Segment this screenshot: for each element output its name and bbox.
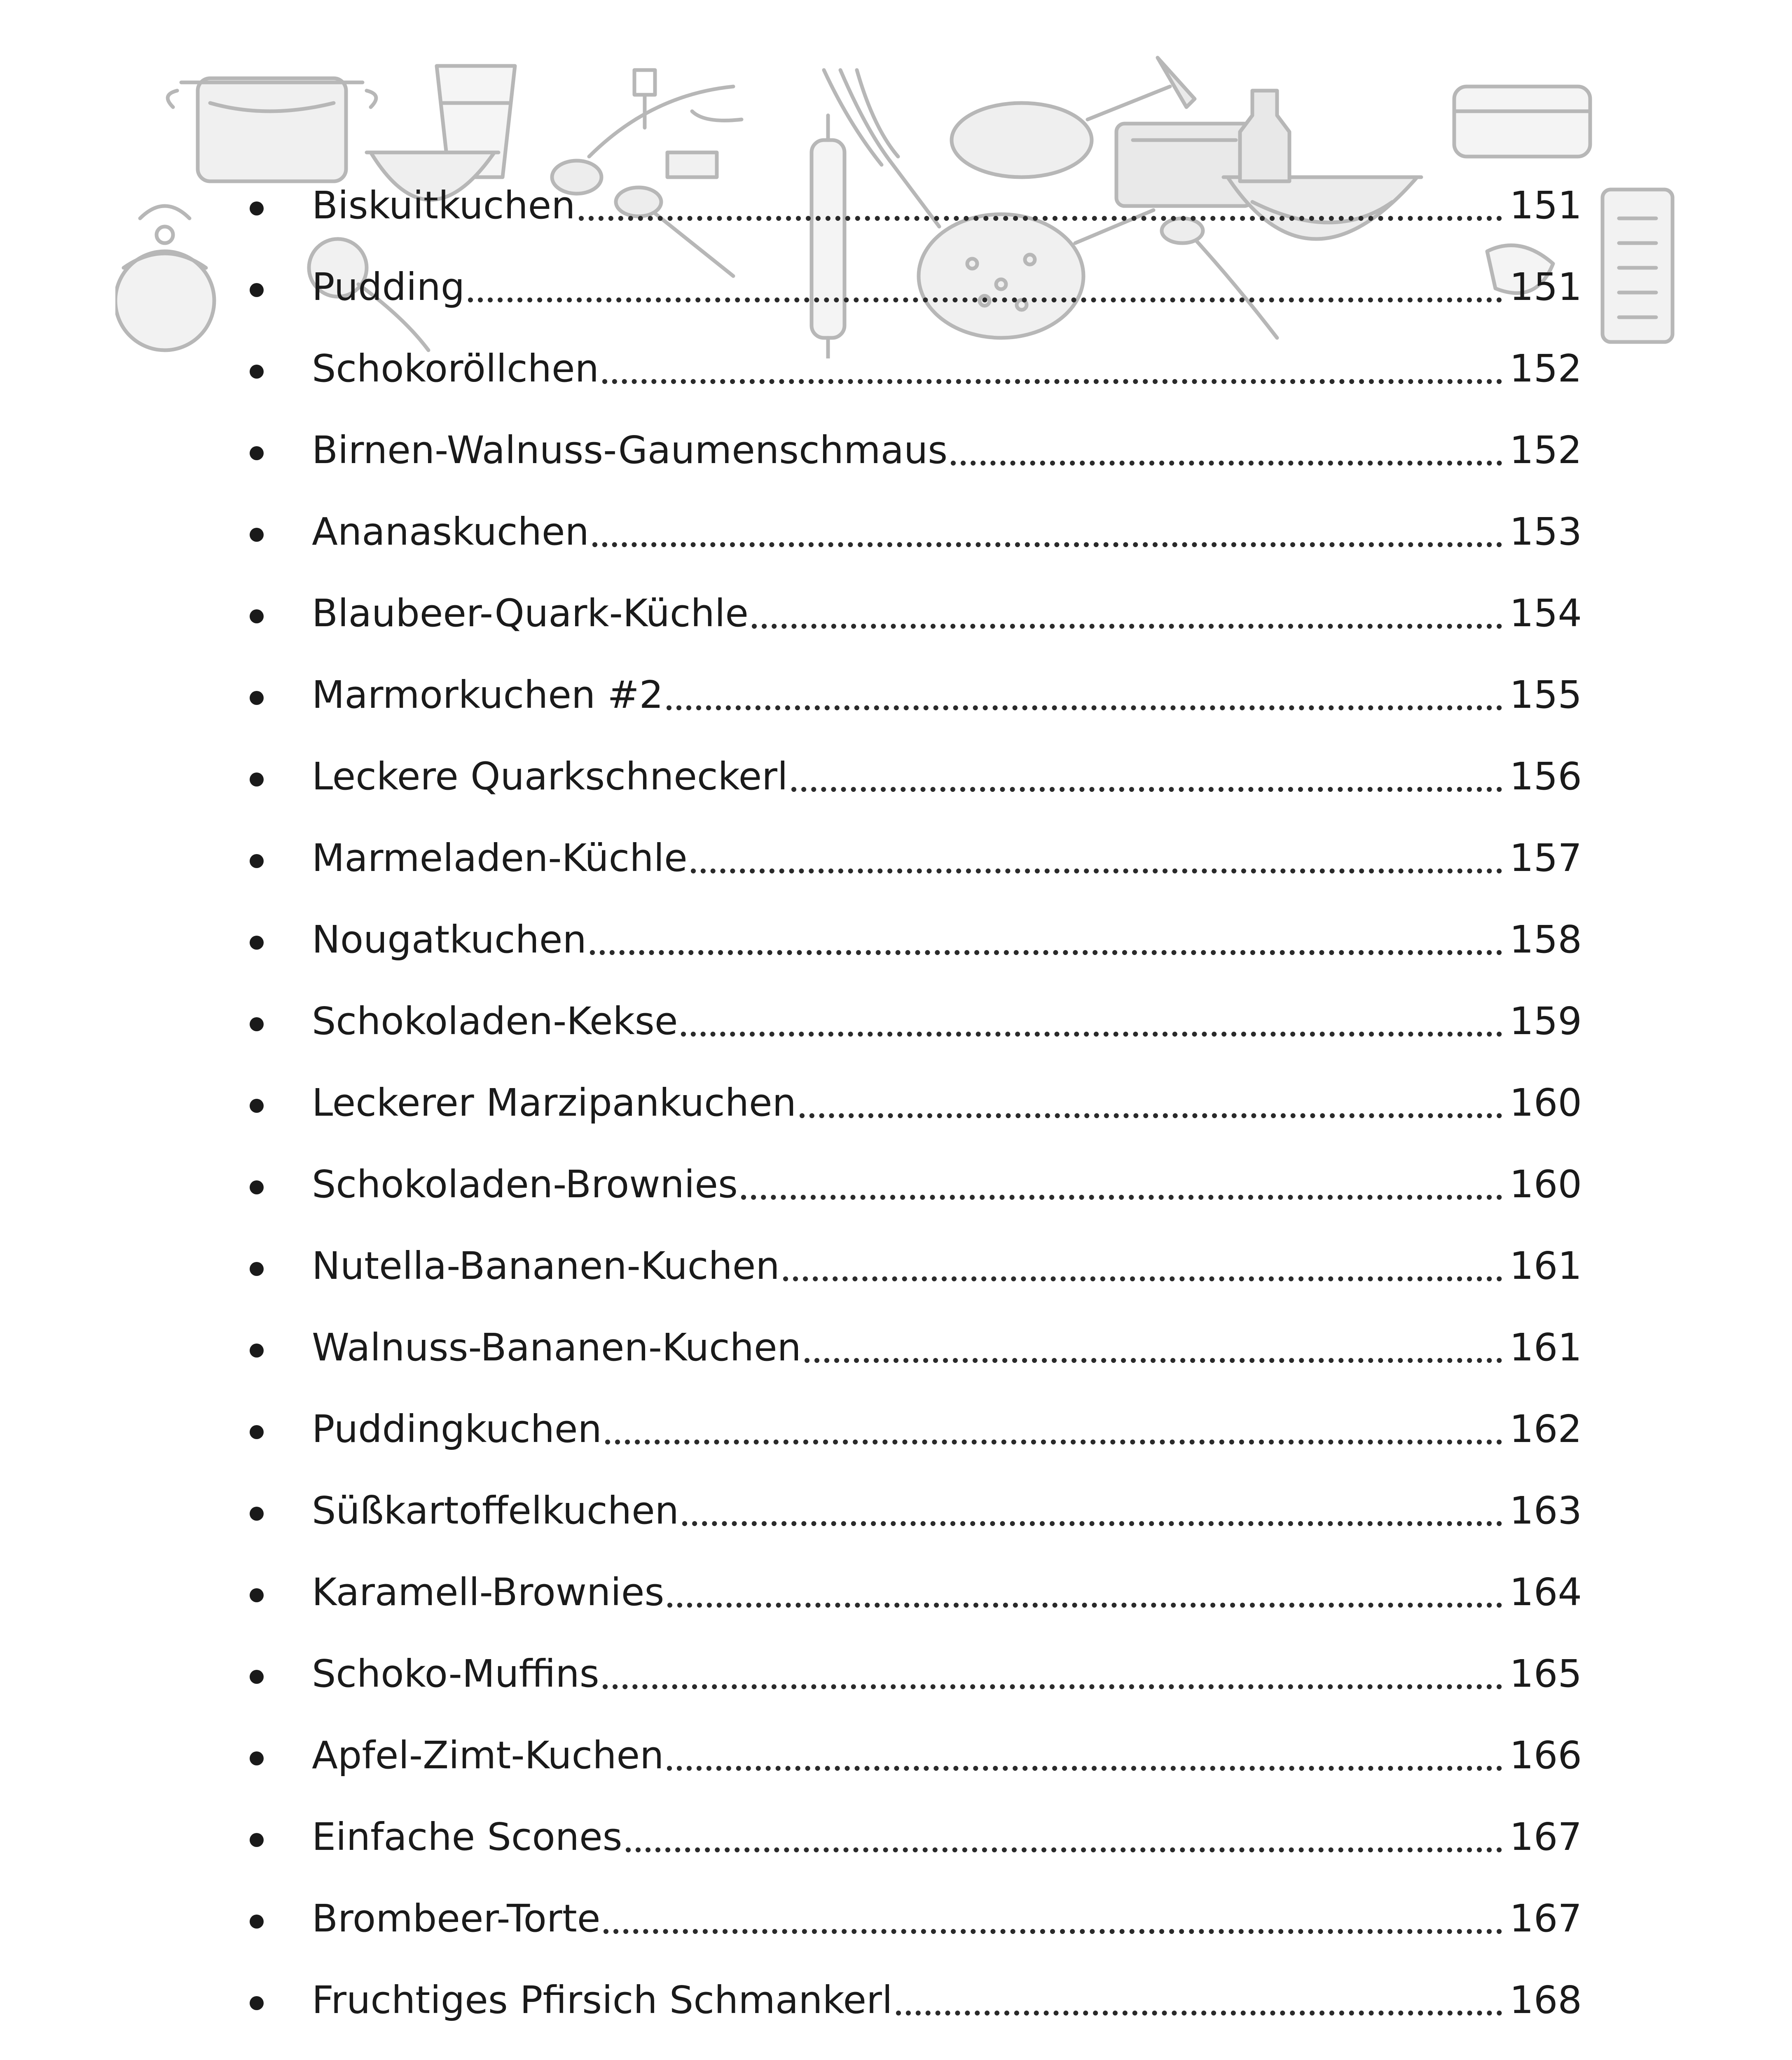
toc-entry-page-number: 153 xyxy=(1509,510,1582,554)
toc-entry[interactable] xyxy=(243,1225,1582,1307)
cake-tin-icon xyxy=(1454,87,1590,157)
toc-entry-line xyxy=(312,328,1582,410)
toc-entry-title: Birnen-Walnuss-Gaumenschmaus xyxy=(312,428,948,472)
bullet-icon xyxy=(250,1507,264,1521)
bullet-icon xyxy=(250,1588,264,1602)
bullet-icon xyxy=(250,772,264,787)
toc-entry-title: Karamell-Brownies xyxy=(312,1570,664,1614)
toc-entry-line xyxy=(312,1715,1582,1796)
toc-entry-line xyxy=(312,981,1582,1062)
toc-entry-title: Fruchtiges Pfirsich Schmankerl xyxy=(312,1978,893,2022)
toc-entry-line xyxy=(312,1796,1582,1878)
bullet-icon xyxy=(250,528,264,542)
toc-entry-title: Schokoröllchen xyxy=(312,346,599,391)
toc-entry[interactable] xyxy=(243,1144,1582,1225)
toc-entry-line xyxy=(312,2041,1582,2060)
toc-entry-line xyxy=(312,1633,1582,1715)
toc-entry-page-number: 164 xyxy=(1509,1570,1582,1614)
toc-entry-title: Ananaskuchen xyxy=(312,510,589,554)
dot-leader xyxy=(468,293,1502,302)
toc-entry-title: Marmeladen-Küchle xyxy=(312,836,688,880)
toc-entry[interactable] xyxy=(243,1878,1582,1959)
dot-leader xyxy=(791,783,1502,792)
toc-entry[interactable] xyxy=(243,328,1582,410)
toc-entry-page-number: 162 xyxy=(1509,1407,1582,1451)
toc-entry[interactable] xyxy=(243,410,1582,491)
toc-entry-page-number: 157 xyxy=(1509,836,1582,880)
toc-entry-page-number: 167 xyxy=(1509,1896,1582,1941)
toc-entry-page-number: 155 xyxy=(1509,673,1582,717)
toc-entry-title: Blaubeer-Quark-Küchle xyxy=(312,591,749,635)
bullet-icon xyxy=(250,1344,264,1358)
toc-entry[interactable] xyxy=(243,1388,1582,1470)
toc-entry[interactable] xyxy=(243,1633,1582,1715)
toc-entry[interactable] xyxy=(243,1307,1582,1388)
toc-entry-page-number: 151 xyxy=(1509,265,1582,309)
dot-leader xyxy=(667,1762,1502,1771)
toc-entry-page-number: 167 xyxy=(1509,1815,1582,1859)
bullet-icon xyxy=(250,1915,264,1929)
dot-leader xyxy=(752,620,1502,629)
bullet-icon xyxy=(250,691,264,705)
toc-entry-page-number: 158 xyxy=(1509,918,1582,962)
toc-entry-title: Brombeer-Torte xyxy=(312,1896,601,1941)
toc-entry-page-number: 159 xyxy=(1509,999,1582,1043)
toc-entry-page-number: 160 xyxy=(1509,1162,1582,1206)
toc-entry-title: Schokoladen-Brownies xyxy=(312,1162,738,1206)
dot-leader xyxy=(590,946,1502,955)
toc-entry[interactable] xyxy=(243,981,1582,1062)
toc-entry-line xyxy=(312,1470,1582,1552)
toc-entry[interactable] xyxy=(243,817,1582,899)
dot-leader xyxy=(604,1925,1502,1934)
bullet-icon xyxy=(250,1180,264,1194)
toc-entry-line xyxy=(312,491,1582,573)
toc-entry[interactable] xyxy=(243,246,1582,328)
toc-entry-title: Pudding xyxy=(312,265,465,309)
toc-entry[interactable] xyxy=(243,654,1582,736)
toc-entry-page-number: 161 xyxy=(1509,1244,1582,1288)
bullet-icon xyxy=(250,283,264,297)
toc-entry[interactable] xyxy=(243,165,1582,246)
bullet-icon xyxy=(250,936,264,950)
toc-entry[interactable] xyxy=(243,899,1582,981)
toc-entry-page-number: 152 xyxy=(1509,428,1582,472)
bullet-icon xyxy=(250,1262,264,1276)
toc-entry-line xyxy=(312,1062,1582,1144)
toc-entry[interactable] xyxy=(243,1470,1582,1552)
dot-leader xyxy=(602,375,1502,384)
dot-leader xyxy=(605,1435,1502,1444)
dot-leader xyxy=(682,1517,1502,1526)
toc-entry-line xyxy=(312,410,1582,491)
toc-entry-title: Leckere Quarkschneckerl xyxy=(312,754,788,798)
dot-leader xyxy=(667,1599,1502,1608)
toc-entry-page-number: 156 xyxy=(1509,754,1582,798)
dot-leader xyxy=(805,1354,1502,1363)
toc-entry[interactable] xyxy=(243,1959,1582,2041)
dot-leader xyxy=(951,456,1502,466)
toc-entry[interactable] xyxy=(243,573,1582,654)
toc-entry-page-number: 161 xyxy=(1509,1325,1582,1369)
bullet-icon xyxy=(250,609,264,623)
dot-leader xyxy=(800,1109,1502,1118)
toc-entry-line xyxy=(312,1878,1582,1959)
bullet-icon xyxy=(250,1833,264,1847)
bullet-icon xyxy=(250,1425,264,1439)
toc-entry-line xyxy=(312,1144,1582,1225)
toc-entry-title: Süßkartoffelkuchen xyxy=(312,1489,679,1533)
toc-entry-title: Puddingkuchen xyxy=(312,1407,602,1451)
toc-entry-title: Einfache Scones xyxy=(312,1815,622,1859)
lidded-pot-icon xyxy=(115,206,214,350)
toc-entry-page-number: 154 xyxy=(1509,591,1582,635)
toc-entry-line xyxy=(312,573,1582,654)
dot-leader xyxy=(626,1843,1502,1852)
toc-entry-line xyxy=(312,1307,1582,1388)
table-of-contents xyxy=(243,165,1582,2060)
toc-entry[interactable] xyxy=(243,736,1582,817)
toc-entry-page-number: 165 xyxy=(1509,1652,1582,1696)
dot-leader xyxy=(603,1680,1502,1689)
dot-leader xyxy=(741,1191,1502,1200)
toc-entry-title: Leckerer Marzipankuchen xyxy=(312,1081,796,1125)
dot-leader xyxy=(579,212,1502,221)
dot-leader xyxy=(592,538,1502,547)
bullet-icon xyxy=(250,854,264,868)
toc-entry-line xyxy=(312,1225,1582,1307)
toc-entry-page-number: 168 xyxy=(1509,1978,1582,2022)
toc-entry[interactable] xyxy=(243,2041,1582,2060)
bullet-icon xyxy=(250,201,264,215)
toc-entry[interactable] xyxy=(243,1552,1582,1633)
toc-entry-line xyxy=(312,246,1582,328)
bullet-icon xyxy=(250,365,264,379)
bullet-icon xyxy=(250,446,264,460)
dot-leader xyxy=(783,1272,1502,1281)
knife-icon xyxy=(1158,58,1195,107)
toc-entry[interactable] xyxy=(243,1715,1582,1796)
toc-entry-title: Walnuss-Bananen-Kuchen xyxy=(312,1325,801,1369)
toc-entry-line xyxy=(312,899,1582,981)
toc-entry[interactable] xyxy=(243,1796,1582,1878)
toc-entry-page-number: 151 xyxy=(1509,183,1582,227)
toc-entry-line xyxy=(312,1552,1582,1633)
bullet-icon xyxy=(250,1099,264,1113)
bullet-icon xyxy=(250,1017,264,1031)
toc-entry[interactable] xyxy=(243,491,1582,573)
toc-entry-page-number: 160 xyxy=(1509,1081,1582,1125)
dot-leader xyxy=(896,2006,1502,2016)
toc-entry-line xyxy=(312,1388,1582,1470)
toc-entry-title: Schoko-Muffins xyxy=(312,1652,599,1696)
dot-leader xyxy=(667,701,1502,710)
toc-entry-page-number: 152 xyxy=(1509,346,1582,391)
toc-entry-title: Nutella-Bananen-Kuchen xyxy=(312,1244,780,1288)
grater-icon xyxy=(1603,190,1673,342)
toc-entry-line xyxy=(312,817,1582,899)
toc-entry[interactable] xyxy=(243,1062,1582,1144)
toc-entry-title: Biskuitkuchen xyxy=(312,183,575,227)
dot-leader xyxy=(691,864,1502,873)
bullet-icon xyxy=(250,1996,264,2010)
toc-entry-line xyxy=(312,165,1582,246)
toc-entry-page-number: 166 xyxy=(1509,1733,1582,1777)
toc-entry-line xyxy=(312,654,1582,736)
toc-entry-page-number: 163 xyxy=(1509,1489,1582,1533)
dot-leader xyxy=(681,1028,1502,1037)
toc-entry-line xyxy=(312,1959,1582,2041)
bullet-icon xyxy=(250,1751,264,1765)
toc-entry-title: Nougatkuchen xyxy=(312,918,587,962)
toc-entry-line xyxy=(312,736,1582,817)
bullet-icon xyxy=(250,1670,264,1684)
toc-entry-title: Apfel-Zimt-Kuchen xyxy=(312,1733,664,1777)
toc-entry-title: Schokoladen-Kekse xyxy=(312,999,678,1043)
toc-entry-title: Marmorkuchen #2 xyxy=(312,673,664,717)
